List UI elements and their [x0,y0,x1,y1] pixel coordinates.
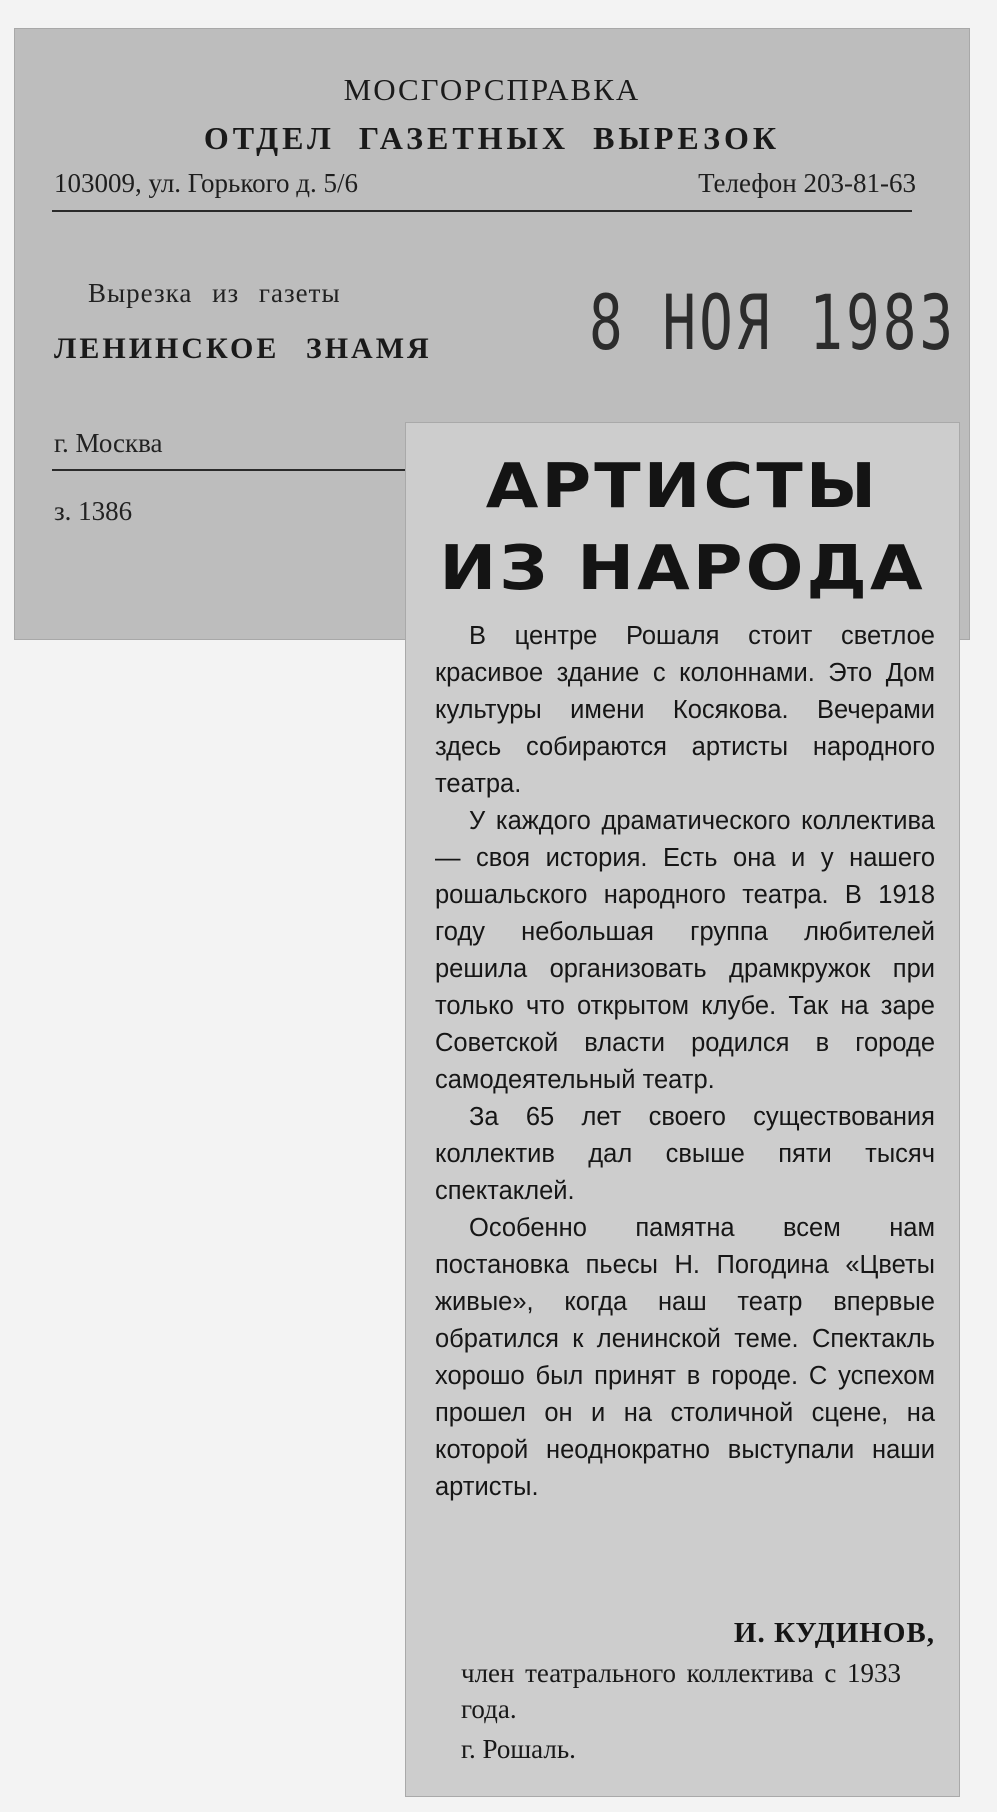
date-stamp: 8 НОЯ 1983 [589,280,957,368]
article-paragraph: Особенно памятна всем нам постановка пьесы Н. Погодина «Цветы живые», когда наш театр впервые обратился к ленинской теме. Спектакль хорошо был принят в городе. С успехом прошел он и на столичной сцене, на которой неоднократно выступали наши артисты. [435,1214,935,1501]
headline-line-1: АРТИСТЫ [485,451,880,523]
author-city: г. Рошаль. [461,1734,576,1764]
newspaper-clipping [405,422,960,1797]
article-paragraph: За 65 лет своего существования коллектив дал свыше пяти тысяч спектаклей. [435,1103,935,1205]
agency-address: 103009, ул. Горького д. 5/6 [54,168,358,198]
department-name: ОТДЕЛ ГАЗЕТНЫХ ВЫРЕЗОК [203,120,781,156]
agency-phone: Телефон 203-81-63 [698,168,916,198]
author-role: член театрального коллектива с 1933 года. [461,1658,901,1724]
headline-line-2: ИЗ НАРОДА [439,533,926,605]
article-paragraph: У каждого драматического коллектива — своя история. Есть она и у нашего рошальского народного театра. В 1918 году небольшая группа любителей решила организовать драмкружок при только что открытом клубе. Так на заре Советской власти родился в городе самодеятельный театр. [435,807,935,1094]
agency-name: МОСГОРСПРАВКА [343,72,641,107]
article-body [435,618,935,1506]
clip-source-caption: Вырезка из газеты [88,278,341,308]
header-divider [52,210,912,212]
article-paragraph: В центре Рошаля стоит светлое красивое здание с колоннами. Это Дом культуры имени Косякова. Вечерами здесь собираются артисты народного театра. [435,622,935,798]
newspaper-name: ЛЕНИНСКОЕ ЗНАМЯ [54,332,432,365]
newspaper-city: г. Москва [54,428,163,458]
city-divider [52,469,412,471]
order-number: з. 1386 [54,496,133,526]
author-name: И. КУДИНОВ, [733,1617,935,1649]
